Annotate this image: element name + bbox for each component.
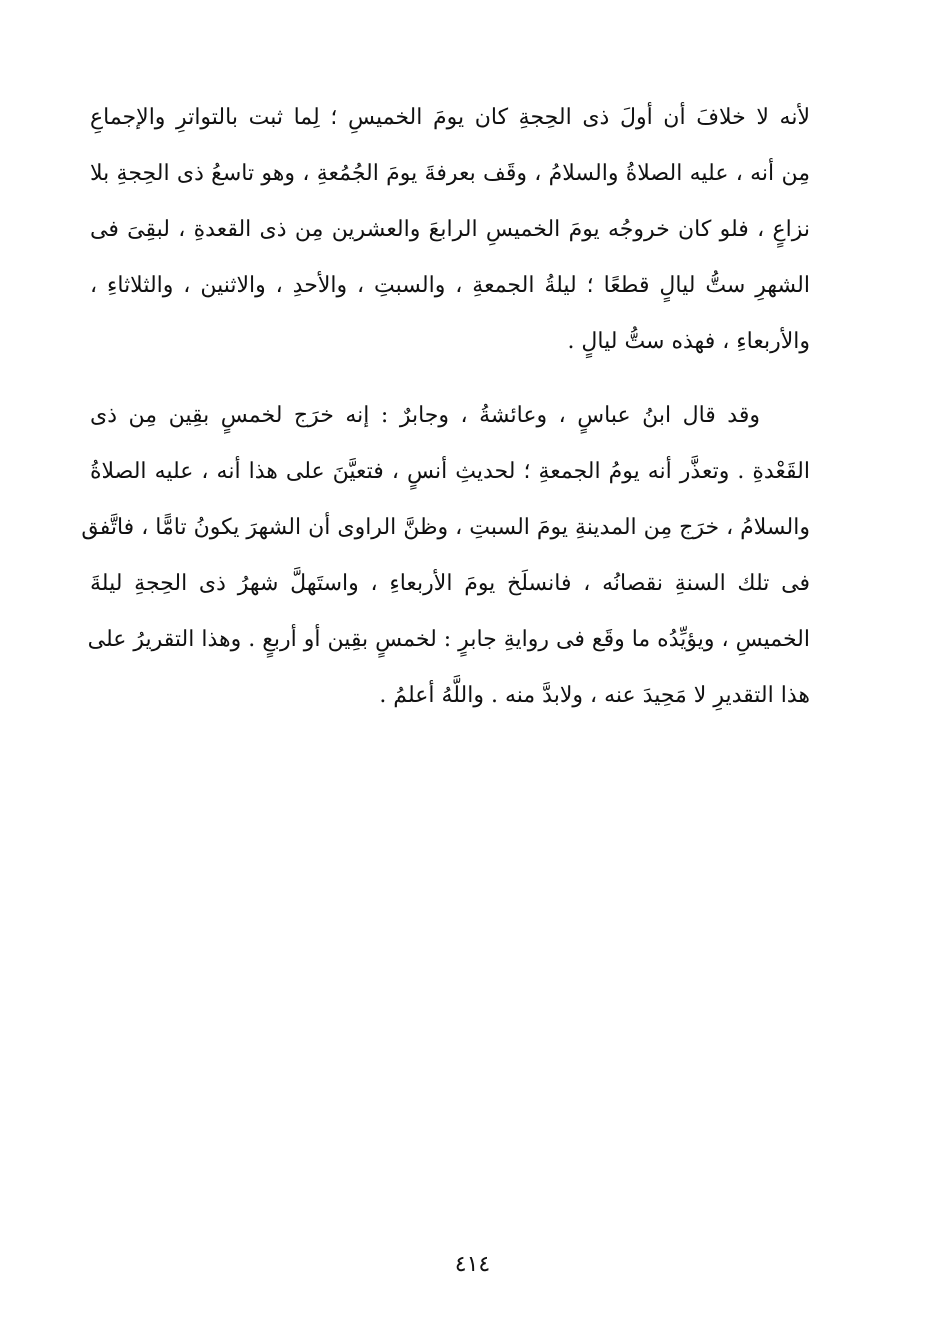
page-number: ٤١٤ bbox=[454, 1252, 491, 1277]
text-line: الشهرِ ستُّ ليالٍ قطعًا ؛ ليلةُ الجمعةِ ، والسبتِ ، والأحدِ ، والاثنين ، والثلاثاءِ ، bbox=[90, 273, 810, 298]
text-line: والسلامُ ، خرَج مِن المدينةِ يومَ السبتِ ، وظنَّ الراوى أن الشهرَ يكونُ تامًّا ، فاتَّفق bbox=[81, 515, 810, 540]
text-line: هذا التقديرِ لا مَحِيدَ عنه ، ولابدَّ منه . واللَّهُ أعلمُ . bbox=[379, 683, 810, 708]
text-line: فى تلك السنةِ نقصانُه ، فانسلَخ يومَ الأربعاءِ ، واستَهلَّ شهرُ ذى الحِجةِ ليلةَ bbox=[90, 571, 810, 596]
paragraph-spacer bbox=[90, 370, 810, 388]
text-line: لأنه لا خلافَ أن أولَ ذى الحِجةِ كان يومَ الخميسِ ؛ لِما ثبت بالتواترِ والإجماعِ bbox=[90, 105, 810, 130]
paragraph-1 bbox=[90, 90, 810, 370]
text-line: مِن أنه ، عليه الصلاةُ والسلامُ ، وقَف بعرفةَ يومَ الجُمُعةِ ، وهو تاسعُ ذى الحِجةِ بلا bbox=[90, 161, 810, 186]
paragraph-2 bbox=[81, 388, 810, 724]
text-line: وقد قال ابنُ عباسٍ ، وعائشةُ ، وجابرٌ : إنه خرَج لخمسٍ بقِين مِن ذى bbox=[90, 403, 760, 428]
page-text bbox=[81, 90, 810, 1270]
text-line: الخميسِ ، ويؤيِّدُه ما وقَع فى روايةِ جابرٍ : لخمسٍ بقِين أو أربعٍ . وهذا التقريرُ على bbox=[87, 627, 810, 652]
text-line: والأربعاءِ ، فهذه ستُّ ليالٍ . bbox=[567, 329, 810, 354]
text-line: نزاعٍ ، فلو كان خروجُه يومَ الخميسِ الرابعَ والعشرين مِن ذى القعدةِ ، لبقِىَ فى bbox=[90, 217, 810, 242]
text-line: القَعْدةِ . وتعذَّر أنه يومُ الجمعةِ ؛ لحديثِ أنسٍ ، فتعيَّنَ على هذا أنه ، عليه الصلاةُ bbox=[90, 459, 810, 484]
